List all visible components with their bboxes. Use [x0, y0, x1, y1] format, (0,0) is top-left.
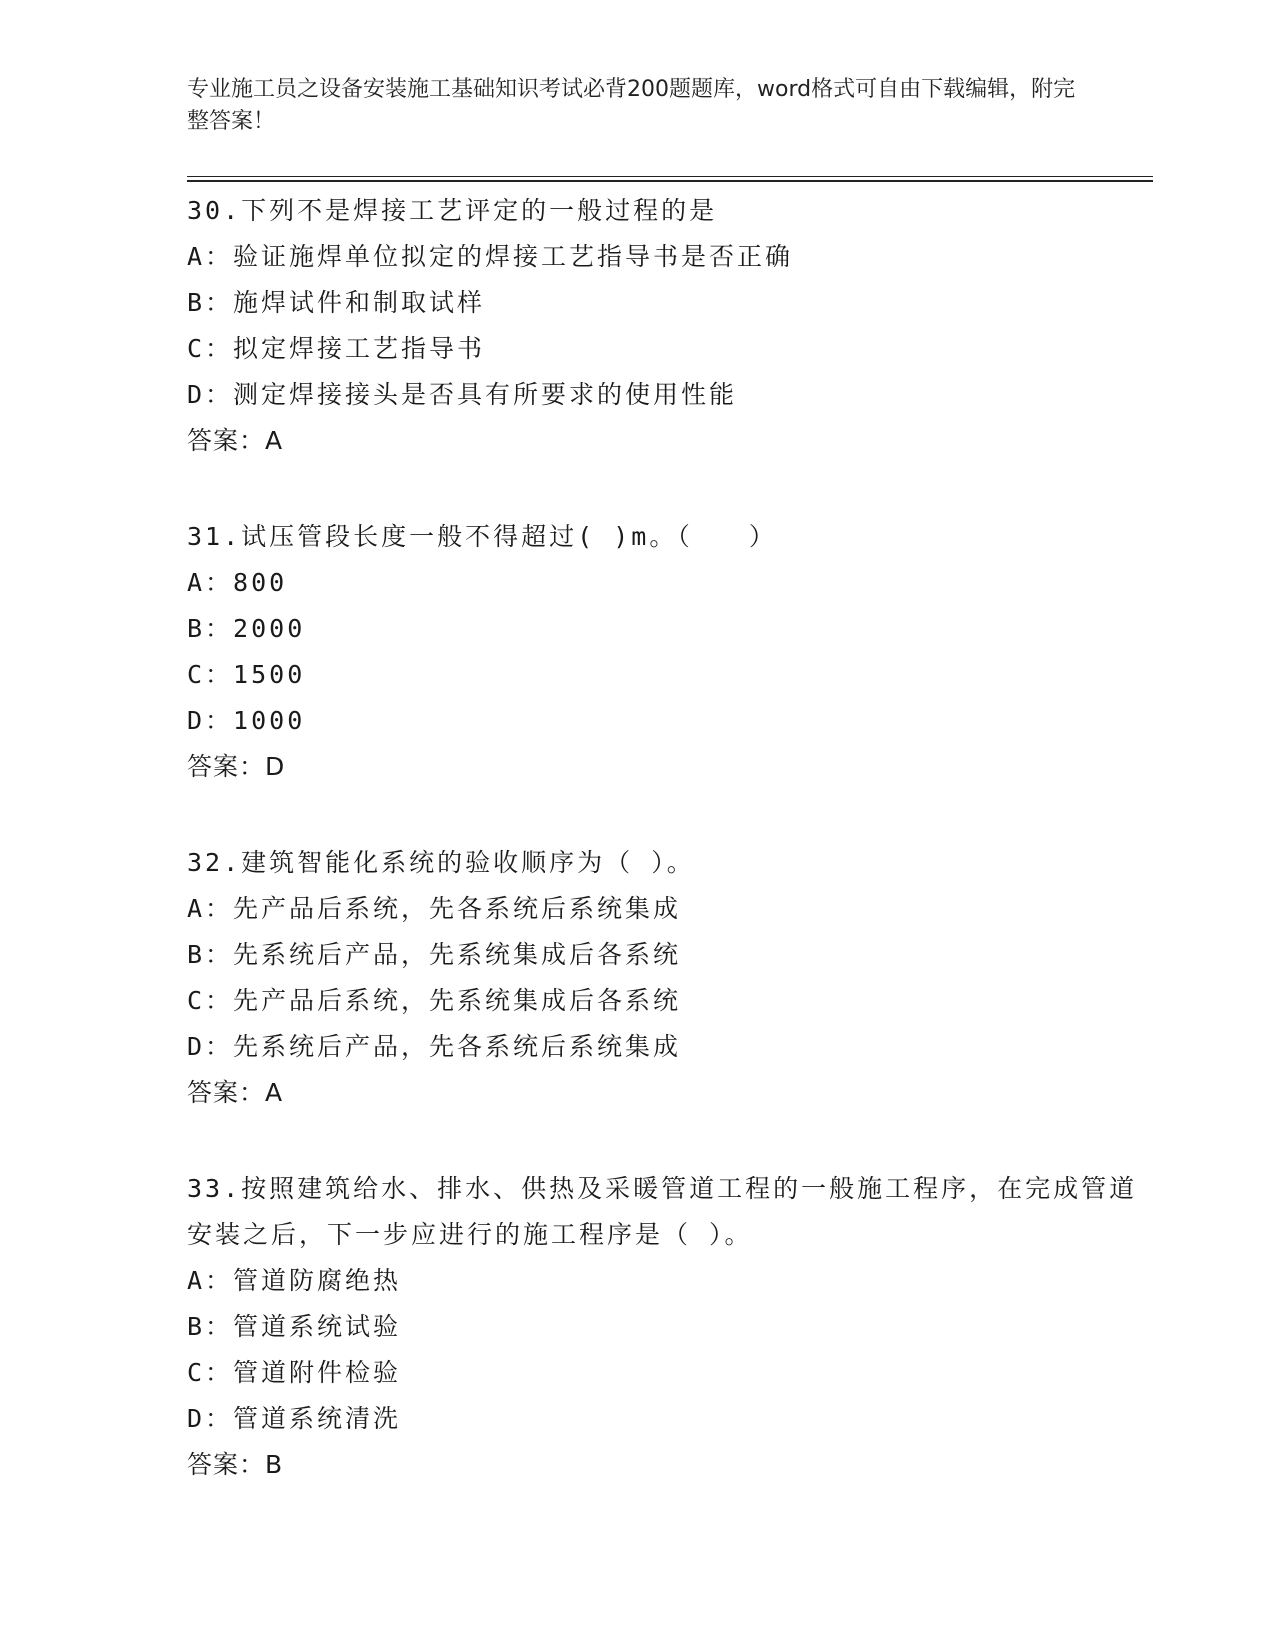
option-a: A：800 — [187, 568, 288, 597]
option-c: C：1500 — [187, 660, 306, 689]
document-header: 专业施工员之设备安装施工基础知识考试必背200题题库，word格式可自由下载编辑，附完整答案！ — [187, 77, 1076, 134]
question-item — [187, 514, 1147, 790]
answer-line: 答案：A — [187, 1078, 284, 1107]
option-b: B：先系统后产品，先系统集成后各系统 — [187, 940, 682, 969]
answer-line: 答案：B — [187, 1450, 284, 1479]
option-d: D：测定焊接接头是否具有所要求的使用性能 — [187, 380, 738, 409]
option-b: B：2000 — [187, 614, 306, 643]
answer-line: 答案：A — [187, 426, 284, 455]
option-b: B：施焊试件和制取试样 — [187, 288, 486, 317]
question-item — [187, 840, 1147, 1116]
question-stem: 32.建筑智能化系统的验收顺序为（ ）。 — [187, 848, 695, 877]
option-c: C：管道附件检验 — [187, 1358, 402, 1387]
option-a: A：管道防腐绝热 — [187, 1266, 402, 1295]
answer-line: 答案：D — [187, 752, 286, 781]
question-stem: 31.试压管段长度一般不得超过( )m。（ ） — [187, 522, 777, 551]
option-d: D：管道系统清洗 — [187, 1404, 402, 1433]
question-stem: 33.按照建筑给水、排水、供热及采暖管道工程的一般施工程序，在完成管道安装之后，下一步应进行的施工程序是（ ）。 — [187, 1174, 1138, 1249]
option-b: B：管道系统试验 — [187, 1312, 402, 1341]
option-c: C：拟定焊接工艺指导书 — [187, 334, 486, 363]
option-a: A：验证施焊单位拟定的焊接工艺指导书是否正确 — [187, 242, 794, 271]
option-d: D：1000 — [187, 706, 306, 735]
option-a: A：先产品后系统，先各系统后系统集成 — [187, 894, 682, 923]
option-c: C：先产品后系统，先系统集成后各系统 — [187, 986, 682, 1015]
header-divider-thin — [187, 176, 1153, 177]
header-divider-thick — [187, 180, 1153, 182]
question-item — [187, 188, 1147, 464]
question-list — [187, 188, 1147, 1538]
option-d: D：先系统后产品，先各系统后系统集成 — [187, 1032, 682, 1061]
question-item — [187, 1166, 1147, 1488]
question-stem: 30.下列不是焊接工艺评定的一般过程的是 — [187, 196, 718, 225]
